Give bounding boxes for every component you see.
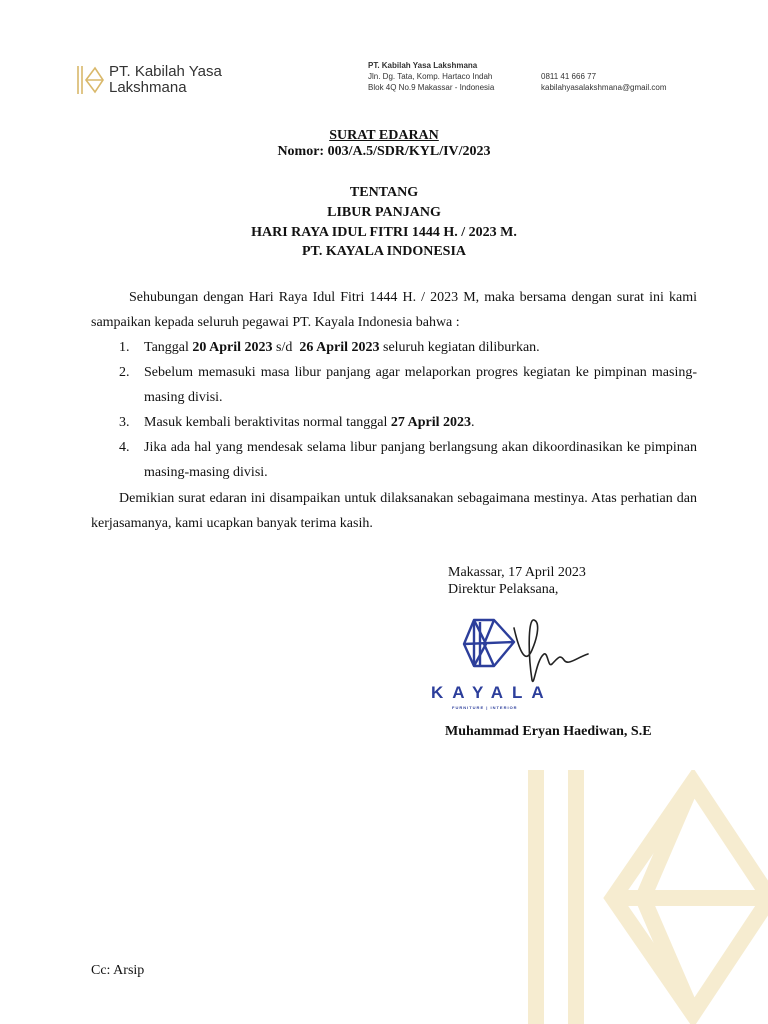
company-name-line1: PT. Kabilah Yasa: [109, 63, 222, 80]
item-text: Masuk kembali beraktivitas normal tanggal: [144, 415, 391, 430]
item-text: Jika ada hal yang mendesak selama libur panjang berlangsung akan dikoordinasikan ke pimpinan masing-masing divisi.: [144, 440, 697, 480]
doc-subject-1: LIBUR PANJANG: [327, 205, 441, 220]
closing-paragraph: Demikian surat edaran ini disampaikan untuk dilaksanakan sebagaimana mestinya. Atas perhatian dan kerjasamanya, kami ucapkan banyak terima kasih.: [91, 491, 697, 531]
company-name-line2: Lakshmana: [109, 79, 187, 96]
doc-about: TENTANG: [349, 185, 419, 200]
address-line1: Jln. Dg. Tata, Komp. Hartaco Indah: [368, 72, 493, 81]
company-logo-icon: [76, 64, 104, 96]
end-date: 26 April 2023: [299, 340, 380, 355]
return-date: 27 April 2023: [390, 415, 472, 430]
carbon-copy: Cc: Arsip: [91, 963, 145, 978]
list-number: 1.: [119, 340, 130, 355]
list-item: [91, 410, 697, 435]
notice-list: [91, 335, 697, 485]
item-text: seluruh kegiatan diliburkan.: [379, 340, 540, 355]
list-number: 3.: [119, 415, 130, 430]
list-item: [91, 435, 697, 485]
phone: 0811 41 666 77: [541, 72, 597, 81]
list-number: 2.: [119, 365, 130, 380]
item-text: Sebelum memasuki masa libur panjang agar melaporkan progres kegiatan ke pimpinan masing-masing divisi.: [144, 365, 697, 405]
company-name: [109, 64, 222, 96]
intro-paragraph: Sehubungan dengan Hari Raya Idul Fitri 1444 H. / 2023 M, maka bersama dengan surat ini kami sampaikan kepada seluruh pegawai PT. Kayala Indonesia bahwa :: [91, 290, 697, 330]
company-address: [368, 60, 494, 93]
item-text: s/d: [272, 340, 300, 355]
signatory-name: Muhammad Eryan Haediwan, S.E: [445, 724, 652, 739]
list-item: [91, 360, 697, 410]
list-number: 4.: [119, 440, 130, 455]
signatory-role: Direktur Pelaksana,: [448, 582, 559, 597]
doc-number: Nomor: 003/A.5/SDR/KYL/IV/2023: [277, 144, 491, 159]
company-contact: [541, 71, 667, 93]
doc-subject-3: PT. KAYALA INDONESIA: [301, 244, 467, 259]
email: kabilahyasalakshmana@gmail.com: [541, 83, 667, 92]
item-text: Tanggal: [144, 340, 193, 355]
stamp-subtitle: FURNITURE | INTERIOR: [452, 705, 518, 710]
stamp-brand: KAYALA: [431, 683, 553, 702]
address-title: PT. Kabilah Yasa Lakshmana: [368, 61, 478, 70]
item-text: .: [471, 415, 475, 430]
start-date: 20 April 2023: [192, 340, 273, 355]
list-item: [91, 335, 697, 360]
doc-subject-2: HARI RAYA IDUL FITRI 1444 H. / 2023 M.: [251, 225, 517, 240]
city-date: Makassar, 17 April 2023: [448, 565, 586, 580]
watermark-logo-icon: [518, 770, 768, 1024]
address-line2: Blok 4Q No.9 Makassar - Indonesia: [368, 83, 495, 92]
doc-type: SURAT EDARAN: [329, 128, 439, 143]
